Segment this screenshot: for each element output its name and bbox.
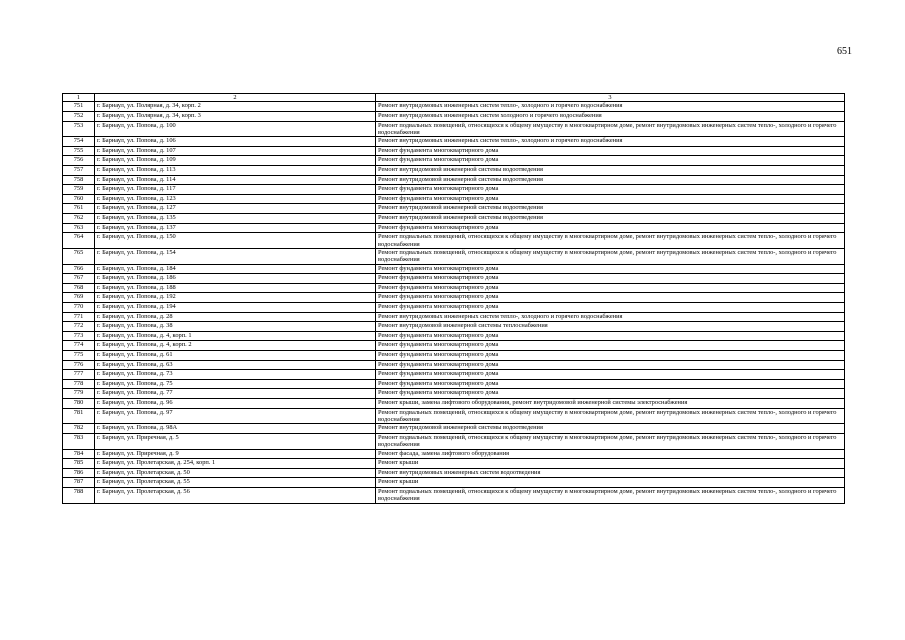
table-row: [63, 408, 845, 424]
row-work-cell: Ремонт фундамента многоквартирного дома: [376, 264, 845, 274]
row-work-cell: Ремонт внутридомовой инженерной системы теплоснабжения: [376, 322, 845, 332]
row-work-cell: Ремонт внутридомовой инженерной системы водоотведения: [376, 166, 845, 176]
row-address-cell: г. Барнаул, ул. Попова, д. 96: [95, 398, 376, 408]
table-row: [63, 121, 845, 137]
row-address-cell: г. Барнаул, ул. Приречная, д. 5: [95, 433, 376, 449]
table-row: [63, 156, 845, 166]
row-work-cell: Ремонт подвальных помещений, относящихся к общему имуществу в многоквартирном доме, ремонт внутридомовых инженерных систем тепло-, холодного и горячего водоснабжения: [376, 248, 845, 264]
row-number-cell: 770: [63, 303, 95, 313]
row-number-cell: 788: [63, 487, 95, 503]
row-work-cell: Ремонт подвальных помещений, относящихся к общему имуществу в многоквартирном доме, ремонт внутридомовых инженерных систем тепло-, холодного и горячего водоснабжения: [376, 233, 845, 249]
row-number-cell: 781: [63, 408, 95, 424]
row-address-cell: г. Барнаул, ул. Пролетарская, д. 254, корп. 1: [95, 459, 376, 469]
row-number-cell: 752: [63, 111, 95, 121]
table-row: [63, 204, 845, 214]
row-address-cell: г. Барнаул, ул. Попова, д. 100: [95, 121, 376, 137]
row-address-cell: г. Барнаул, ул. Попова, д. 107: [95, 146, 376, 156]
row-number-cell: 767: [63, 274, 95, 284]
table-row: [63, 360, 845, 370]
row-number-cell: 758: [63, 175, 95, 185]
row-work-cell: Ремонт фасада, замена лифтового оборудования: [376, 449, 845, 459]
row-work-cell: Ремонт подвальных помещений, относящихся к общему имуществу в многоквартирном доме, ремонт внутридомовых инженерных систем тепло-, холодного и горячего водоснабжения: [376, 408, 845, 424]
row-number-cell: 759: [63, 185, 95, 195]
table-row: [63, 185, 845, 195]
table-row: [63, 175, 845, 185]
row-work-cell: Ремонт подвальных помещений, относящихся к общему имуществу в многоквартирном доме, ремонт внутридомовых инженерных систем тепло-, холодного и горячего водоснабжения: [376, 121, 845, 137]
row-work-cell: Ремонт крыши: [376, 459, 845, 469]
row-work-cell: Ремонт фундамента многоквартирного дома: [376, 303, 845, 313]
row-address-cell: г. Барнаул, ул. Пролетарская, д. 50: [95, 468, 376, 478]
table-row: [63, 223, 845, 233]
row-work-cell: Ремонт внутридомовых инженерных систем тепло-, холодного и горячего водоснабжения: [376, 102, 845, 112]
row-work-cell: Ремонт внутридомовых инженерных систем водоотведения: [376, 468, 845, 478]
row-number-cell: 779: [63, 389, 95, 399]
table-row: [63, 274, 845, 284]
table-row: [63, 146, 845, 156]
row-address-cell: г. Барнаул, ул. Попова, д. 188: [95, 283, 376, 293]
row-address-cell: г. Барнаул, ул. Попова, д. 117: [95, 185, 376, 195]
row-work-cell: Ремонт фундамента многоквартирного дома: [376, 293, 845, 303]
row-work-cell: Ремонт внутридомовых инженерных систем холодного и горячего водоснабжения: [376, 111, 845, 121]
row-address-cell: г. Барнаул, ул. Приречная, д. 9: [95, 449, 376, 459]
row-address-cell: г. Барнаул, ул. Попова, д. 73: [95, 370, 376, 380]
row-number-cell: 763: [63, 223, 95, 233]
row-address-cell: г. Барнаул, ул. Попова, д. 150: [95, 233, 376, 249]
row-address-cell: г. Барнаул, ул. Попова, д. 4, корп. 1: [95, 331, 376, 341]
row-address-cell: г. Барнаул, ул. Попова, д. 135: [95, 214, 376, 224]
row-work-cell: Ремонт фундамента многоквартирного дома: [376, 194, 845, 204]
row-number-cell: 783: [63, 433, 95, 449]
row-number-cell: 774: [63, 341, 95, 351]
table-row: [63, 322, 845, 332]
table-row: [63, 398, 845, 408]
row-address-cell: г. Барнаул, ул. Попова, д. 109: [95, 156, 376, 166]
row-address-cell: г. Барнаул, ул. Попова, д. 184: [95, 264, 376, 274]
row-number-cell: 751: [63, 102, 95, 112]
row-number-cell: 786: [63, 468, 95, 478]
row-number-cell: 785: [63, 459, 95, 469]
row-number-cell: 753: [63, 121, 95, 137]
row-number-cell: 769: [63, 293, 95, 303]
table-row: [63, 424, 845, 434]
row-address-cell: г. Барнаул, ул. Попова, д. 98А: [95, 424, 376, 434]
table-row: [63, 487, 845, 503]
row-address-cell: г. Барнаул, ул. Попова, д. 137: [95, 223, 376, 233]
row-address-cell: г. Барнаул, ул. Попова, д. 61: [95, 350, 376, 360]
row-number-cell: 782: [63, 424, 95, 434]
table-row: [63, 137, 845, 147]
row-address-cell: г. Барнаул, ул. Попова, д. 28: [95, 312, 376, 322]
row-work-cell: Ремонт крыши: [376, 478, 845, 488]
row-address-cell: г. Барнаул, ул. Попова, д. 38: [95, 322, 376, 332]
row-number-cell: 768: [63, 283, 95, 293]
row-address-cell: г. Барнаул, ул. Пролетарская, д. 55: [95, 478, 376, 488]
row-address-cell: г. Барнаул, ул. Попова, д. 75: [95, 379, 376, 389]
row-work-cell: Ремонт фундамента многоквартирного дома: [376, 360, 845, 370]
row-address-cell: г. Барнаул, ул. Попова, д. 106: [95, 137, 376, 147]
register-table: [62, 93, 845, 504]
row-number-cell: 787: [63, 478, 95, 488]
table-row: [63, 433, 845, 449]
table-row: [63, 194, 845, 204]
row-work-cell: Ремонт фундамента многоквартирного дома: [376, 283, 845, 293]
row-address-cell: г. Барнаул, ул. Попова, д. 127: [95, 204, 376, 214]
row-work-cell: Ремонт внутридомовой инженерной системы водоотведения: [376, 214, 845, 224]
table-row: [63, 166, 845, 176]
row-address-cell: г. Барнаул, ул. Пролетарская, д. 56: [95, 487, 376, 503]
table-row: [63, 449, 845, 459]
table-row: [63, 214, 845, 224]
column-header-work: 3: [376, 94, 845, 102]
table-row: [63, 341, 845, 351]
row-work-cell: Ремонт фундамента многоквартирного дома: [376, 156, 845, 166]
row-address-cell: г. Барнаул, ул. Попова, д. 123: [95, 194, 376, 204]
row-number-cell: 757: [63, 166, 95, 176]
row-number-cell: 772: [63, 322, 95, 332]
column-header-address: 2: [95, 94, 376, 102]
row-number-cell: 764: [63, 233, 95, 249]
row-number-cell: 775: [63, 350, 95, 360]
row-work-cell: Ремонт подвальных помещений, относящихся к общему имуществу в многоквартирном доме, ремонт внутридомовых инженерных систем тепло-, холодного и горячего водоснабжения: [376, 487, 845, 503]
row-number-cell: 756: [63, 156, 95, 166]
row-address-cell: г. Барнаул, ул. Попова, д. 113: [95, 166, 376, 176]
table-row: [63, 303, 845, 313]
row-address-cell: г. Барнаул, ул. Попова, д. 186: [95, 274, 376, 284]
table-row: [63, 370, 845, 380]
table-body: [63, 102, 845, 503]
row-number-cell: 760: [63, 194, 95, 204]
row-work-cell: Ремонт фундамента многоквартирного дома: [376, 379, 845, 389]
row-work-cell: Ремонт внутридомовых инженерных систем тепло-, холодного и горячего водоснабжения: [376, 137, 845, 147]
table-row: [63, 293, 845, 303]
row-work-cell: Ремонт фундамента многоквартирного дома: [376, 146, 845, 156]
column-header-number: 1: [63, 94, 95, 102]
row-work-cell: Ремонт фундамента многоквартирного дома: [376, 370, 845, 380]
row-address-cell: г. Барнаул, ул. Полярная, д. 34, корп. 3: [95, 111, 376, 121]
row-work-cell: Ремонт фундамента многоквартирного дома: [376, 185, 845, 195]
row-work-cell: Ремонт фундамента многоквартирного дома: [376, 389, 845, 399]
table-row: [63, 312, 845, 322]
row-work-cell: Ремонт внутридомовой инженерной системы водоотведения: [376, 424, 845, 434]
table-row: [63, 350, 845, 360]
row-work-cell: Ремонт подвальных помещений, относящихся к общему имуществу в многоквартирном доме, ремонт внутридомовых инженерных систем тепло-, холодного и горячего водоснабжения: [376, 433, 845, 449]
row-number-cell: 766: [63, 264, 95, 274]
table-row: [63, 102, 845, 112]
row-work-cell: Ремонт фундамента многоквартирного дома: [376, 341, 845, 351]
table-row: [63, 389, 845, 399]
row-number-cell: 761: [63, 204, 95, 214]
page-number: 651: [837, 46, 852, 57]
row-work-cell: Ремонт внутридомовых инженерных систем тепло-, холодного и горячего водоснабжения: [376, 312, 845, 322]
table-row: [63, 264, 845, 274]
table-row: [63, 459, 845, 469]
row-number-cell: 765: [63, 248, 95, 264]
row-address-cell: г. Барнаул, ул. Попова, д. 114: [95, 175, 376, 185]
row-work-cell: Ремонт фундамента многоквартирного дома: [376, 331, 845, 341]
row-number-cell: 754: [63, 137, 95, 147]
table-row: [63, 248, 845, 264]
row-number-cell: 780: [63, 398, 95, 408]
row-number-cell: 776: [63, 360, 95, 370]
row-address-cell: г. Барнаул, ул. Попова, д. 154: [95, 248, 376, 264]
row-work-cell: Ремонт фундамента многоквартирного дома: [376, 350, 845, 360]
row-address-cell: г. Барнаул, ул. Попова, д. 63: [95, 360, 376, 370]
table-row: [63, 478, 845, 488]
row-work-cell: Ремонт фундамента многоквартирного дома: [376, 223, 845, 233]
table-row: [63, 468, 845, 478]
row-work-cell: Ремонт фундамента многоквартирного дома: [376, 274, 845, 284]
row-address-cell: г. Барнаул, ул. Попова, д. 192: [95, 293, 376, 303]
table-row: [63, 111, 845, 121]
row-address-cell: г. Барнаул, ул. Полярная, д. 34, корп. 2: [95, 102, 376, 112]
row-number-cell: 773: [63, 331, 95, 341]
row-number-cell: 755: [63, 146, 95, 156]
row-address-cell: г. Барнаул, ул. Попова, д. 77: [95, 389, 376, 399]
table-row: [63, 233, 845, 249]
row-work-cell: Ремонт внутридомовой инженерной системы водоотведения: [376, 204, 845, 214]
row-number-cell: 778: [63, 379, 95, 389]
header-row: [63, 94, 845, 102]
row-work-cell: Ремонт крыши, замена лифтового оборудования, ремонт внутридомовой инженерной системы электроснабжения: [376, 398, 845, 408]
table-row: [63, 379, 845, 389]
row-address-cell: г. Барнаул, ул. Попова, д. 4, корп. 2: [95, 341, 376, 351]
row-address-cell: г. Барнаул, ул. Попова, д. 97: [95, 408, 376, 424]
row-number-cell: 771: [63, 312, 95, 322]
row-address-cell: г. Барнаул, ул. Попова, д. 194: [95, 303, 376, 313]
row-work-cell: Ремонт внутридомовой инженерной системы водоотведения: [376, 175, 845, 185]
row-number-cell: 784: [63, 449, 95, 459]
table-row: [63, 283, 845, 293]
row-number-cell: 762: [63, 214, 95, 224]
row-number-cell: 777: [63, 370, 95, 380]
table-row: [63, 331, 845, 341]
